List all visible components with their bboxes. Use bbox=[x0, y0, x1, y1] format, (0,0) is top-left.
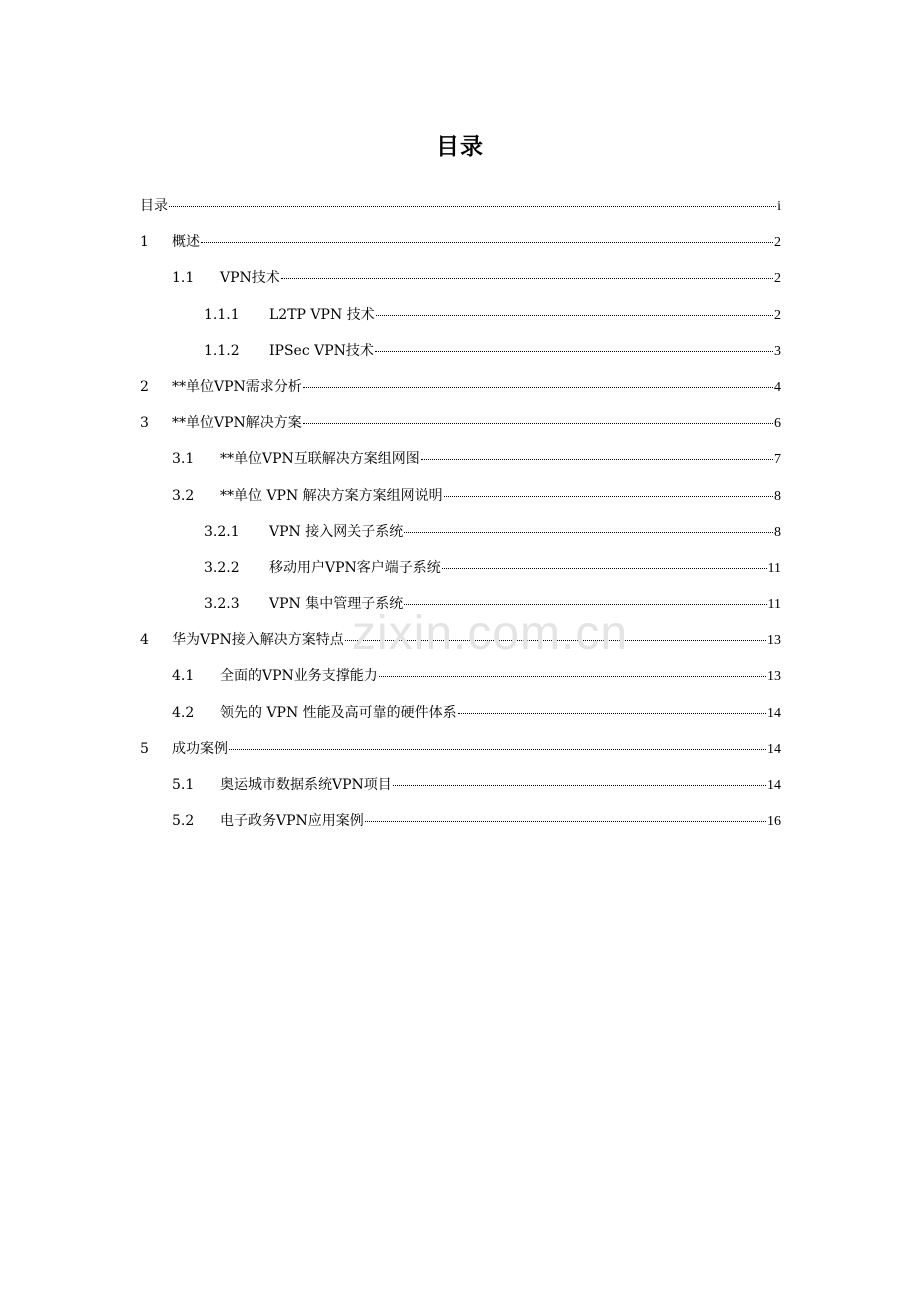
toc-entry-number: 4 bbox=[140, 632, 149, 649]
toc-dot-leader bbox=[169, 192, 776, 207]
toc-entry[interactable] bbox=[140, 810, 781, 846]
toc-page-number: 4 bbox=[774, 379, 781, 395]
toc-page-number: 11 bbox=[767, 560, 781, 576]
toc-entry-title: 目录 bbox=[140, 198, 168, 214]
toc-dot-leader bbox=[379, 662, 766, 677]
toc-dot-leader bbox=[421, 445, 773, 460]
toc-dot-leader bbox=[404, 518, 773, 533]
toc-entry[interactable] bbox=[140, 231, 781, 267]
toc-entry-title: **单位VPN互联解决方案组网图 bbox=[220, 451, 420, 468]
toc-entry-title: IPSec VPN技术 bbox=[269, 342, 374, 359]
toc-entry-number: 3 bbox=[140, 415, 149, 432]
toc-entry-title: 全面的VPN业务支撑能力 bbox=[220, 668, 378, 685]
toc-dot-leader bbox=[393, 771, 766, 786]
toc-entry-number: 3.2 bbox=[172, 487, 195, 504]
toc-entry-number: 5 bbox=[140, 740, 149, 757]
toc-entry-title: 移动用户VPN客户端子系统 bbox=[269, 559, 441, 576]
toc-entry[interactable] bbox=[140, 738, 781, 774]
toc-page-number: 14 bbox=[767, 705, 781, 721]
toc-page-number: 8 bbox=[774, 488, 781, 504]
toc-entry-number: 1 bbox=[140, 234, 149, 251]
toc-page-number: 3 bbox=[774, 343, 781, 359]
toc-dot-leader bbox=[442, 554, 767, 569]
toc-page-number: 7 bbox=[774, 452, 781, 468]
toc-entry-title: VPN 接入网关子系统 bbox=[269, 523, 404, 540]
toc-dot-leader bbox=[281, 264, 773, 279]
toc-dot-leader bbox=[229, 735, 766, 750]
toc-page-number: 8 bbox=[774, 524, 781, 540]
toc-entry[interactable] bbox=[140, 702, 781, 738]
toc-entry-title: 成功案例 bbox=[172, 740, 228, 757]
toc-entry-number: 1.1.1 bbox=[204, 306, 240, 323]
toc-entry-number: 3.2.3 bbox=[204, 596, 240, 613]
toc-page-number: 11 bbox=[767, 597, 781, 613]
toc-entry-title: **单位VPN需求分析 bbox=[172, 378, 302, 395]
toc-entry-number: 4.2 bbox=[172, 704, 195, 721]
toc-dot-leader bbox=[375, 337, 773, 352]
toc-entry-title: 概述 bbox=[172, 234, 200, 251]
toc-entry[interactable] bbox=[140, 521, 781, 557]
toc-page-number: i bbox=[777, 199, 781, 214]
toc-entry-number: 1.1 bbox=[172, 270, 195, 287]
toc-entry-title: 奥运城市数据系统VPN项目 bbox=[220, 777, 392, 793]
toc-entry-number: 2 bbox=[140, 378, 149, 395]
toc-dot-leader bbox=[444, 482, 773, 497]
toc-entry-title: **单位 VPN 解决方案方案组网说明 bbox=[220, 487, 443, 504]
page-title: 目录 bbox=[436, 134, 484, 160]
toc-entry-title: VPN 集中管理子系统 bbox=[269, 596, 404, 613]
toc-entry-number: 5.1 bbox=[172, 777, 195, 793]
toc-dot-leader bbox=[404, 590, 766, 605]
toc-entry-title: VPN技术 bbox=[220, 270, 280, 287]
toc-entry[interactable] bbox=[140, 376, 781, 412]
toc-entry-number: 1.1.2 bbox=[204, 342, 240, 359]
toc-page-number: 14 bbox=[767, 778, 781, 793]
toc-page-number: 13 bbox=[767, 669, 781, 685]
toc-entry-number: 3.1 bbox=[172, 451, 195, 468]
toc-entry-title: 电子政务VPN应用案例 bbox=[220, 813, 364, 830]
toc-entry[interactable] bbox=[140, 340, 781, 376]
toc-dot-leader bbox=[201, 228, 773, 243]
toc-entry[interactable] bbox=[140, 593, 781, 629]
toc-page-number: 2 bbox=[774, 271, 781, 287]
toc-entry[interactable] bbox=[140, 557, 781, 593]
toc-entry-title: **单位VPN解决方案 bbox=[172, 415, 302, 432]
toc-page-number: 2 bbox=[774, 307, 781, 323]
toc-entry[interactable] bbox=[140, 267, 781, 303]
toc-entry-number: 3.2.2 bbox=[204, 559, 240, 576]
toc-dot-leader bbox=[458, 699, 766, 714]
toc-entry[interactable] bbox=[140, 304, 781, 340]
toc-dot-leader bbox=[303, 409, 773, 424]
table-of-contents bbox=[140, 195, 781, 846]
toc-entry[interactable] bbox=[140, 774, 781, 810]
toc-entry[interactable] bbox=[140, 485, 781, 521]
toc-entry-title: L2TP VPN 技术 bbox=[269, 306, 375, 323]
toc-entry[interactable] bbox=[140, 448, 781, 484]
toc-entry[interactable] bbox=[140, 629, 781, 665]
toc-entry-title: 领先的 VPN 性能及高可靠的硬件体系 bbox=[220, 704, 457, 721]
toc-page-number: 2 bbox=[774, 235, 781, 251]
toc-dot-leader bbox=[365, 807, 766, 822]
toc-entry-number: 4.1 bbox=[172, 668, 195, 685]
toc-page-number: 6 bbox=[774, 416, 781, 432]
toc-dot-leader bbox=[345, 626, 766, 641]
toc-entry-title: 华为VPN接入解决方案特点 bbox=[172, 632, 344, 649]
toc-entry[interactable] bbox=[140, 665, 781, 701]
toc-page-number: 14 bbox=[767, 741, 781, 757]
toc-page-number: 13 bbox=[767, 633, 781, 649]
toc-dot-leader bbox=[303, 373, 773, 388]
watermark: zixin.com.cn bbox=[352, 607, 629, 660]
toc-entry[interactable] bbox=[140, 195, 781, 231]
toc-page-number: 16 bbox=[767, 814, 781, 830]
toc-entry-number: 5.2 bbox=[172, 813, 195, 830]
toc-dot-leader bbox=[376, 301, 773, 316]
toc-entry[interactable] bbox=[140, 412, 781, 448]
toc-entry-number: 3.2.1 bbox=[204, 523, 240, 540]
